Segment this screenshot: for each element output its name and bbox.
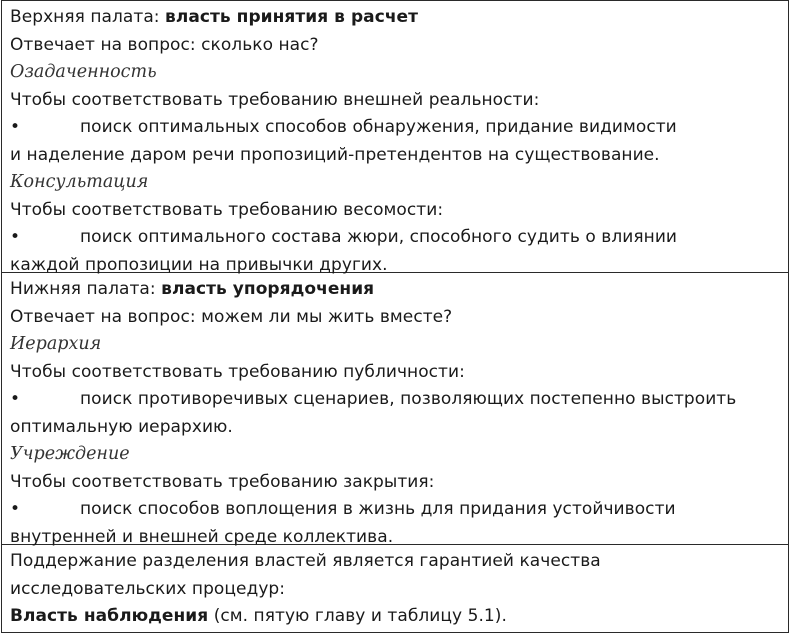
footer-text-line: исследовательских процедур:: [10, 578, 286, 599]
upper-chamber-title: Верхняя палата: власть принятия в расчет: [10, 7, 419, 27]
lower-chamber-power: власть упорядочения: [161, 279, 375, 299]
upper-chamber-cell: [2, 1, 788, 273]
bullet-icon: •: [10, 227, 21, 247]
upper-chamber-question: Отвечает на вопрос: сколько нас?: [10, 34, 319, 55]
lower-chamber-title: Нижняя палата: власть упорядочения: [10, 279, 375, 299]
bullet-continuation: внутренней и внешней среде коллектива.: [10, 526, 394, 547]
bullet-icon: •: [10, 499, 21, 519]
observation-power-label: Власть наблюдения: [10, 606, 209, 626]
bullet-item: • поиск оптимальных способов обнаружения, придание видимости: [10, 114, 780, 142]
bullet-icon: •: [10, 389, 21, 409]
separation-of-powers-table: [1, 0, 789, 633]
lower-chamber-cell: [2, 273, 788, 545]
section-heading-institution: Учреждение: [10, 444, 130, 464]
observation-power-line: [10, 603, 780, 631]
lower-chamber-question: Отвечает на вопрос: можем ли мы жить вместе?: [10, 306, 453, 327]
requirement-text: Чтобы соответствовать требованию публичности:: [10, 361, 465, 382]
section-heading-consultation: Консультация: [10, 172, 149, 192]
bullet-item: • поиск способов воплощения в жизнь для придания устойчивости: [10, 496, 780, 524]
footer-cell: [2, 545, 788, 632]
section-heading-perplexity: Озадаченность: [10, 62, 157, 82]
chapter-reference: (см. пятую главу и таблицу 5.1).: [208, 606, 507, 626]
requirement-text: Чтобы соответствовать требованию весомости:: [10, 199, 444, 220]
bullet-icon: •: [10, 117, 21, 137]
bullet-continuation: каждой пропозиции на привычки других.: [10, 254, 388, 275]
bullet-continuation: оптимальную иерархию.: [10, 416, 233, 437]
bullet-item: • поиск оптимального состава жюри, способного судить о влиянии: [10, 224, 780, 252]
requirement-text: Чтобы соответствовать требованию закрытия:: [10, 471, 435, 492]
requirement-text: Чтобы соответствовать требованию внешней реальности:: [10, 89, 540, 110]
bullet-item: • поиск противоречивых сценариев, позволяющих постепенно выстроить: [10, 386, 780, 414]
footer-text-line: Поддержание разделения властей является гарантией качества: [10, 551, 601, 571]
section-heading-hierarchy: Иерархия: [10, 334, 102, 354]
upper-chamber-power: власть принятия в расчет: [165, 7, 419, 27]
bullet-continuation: и наделение даром речи пропозиций-претендентов на существование.: [10, 144, 660, 165]
